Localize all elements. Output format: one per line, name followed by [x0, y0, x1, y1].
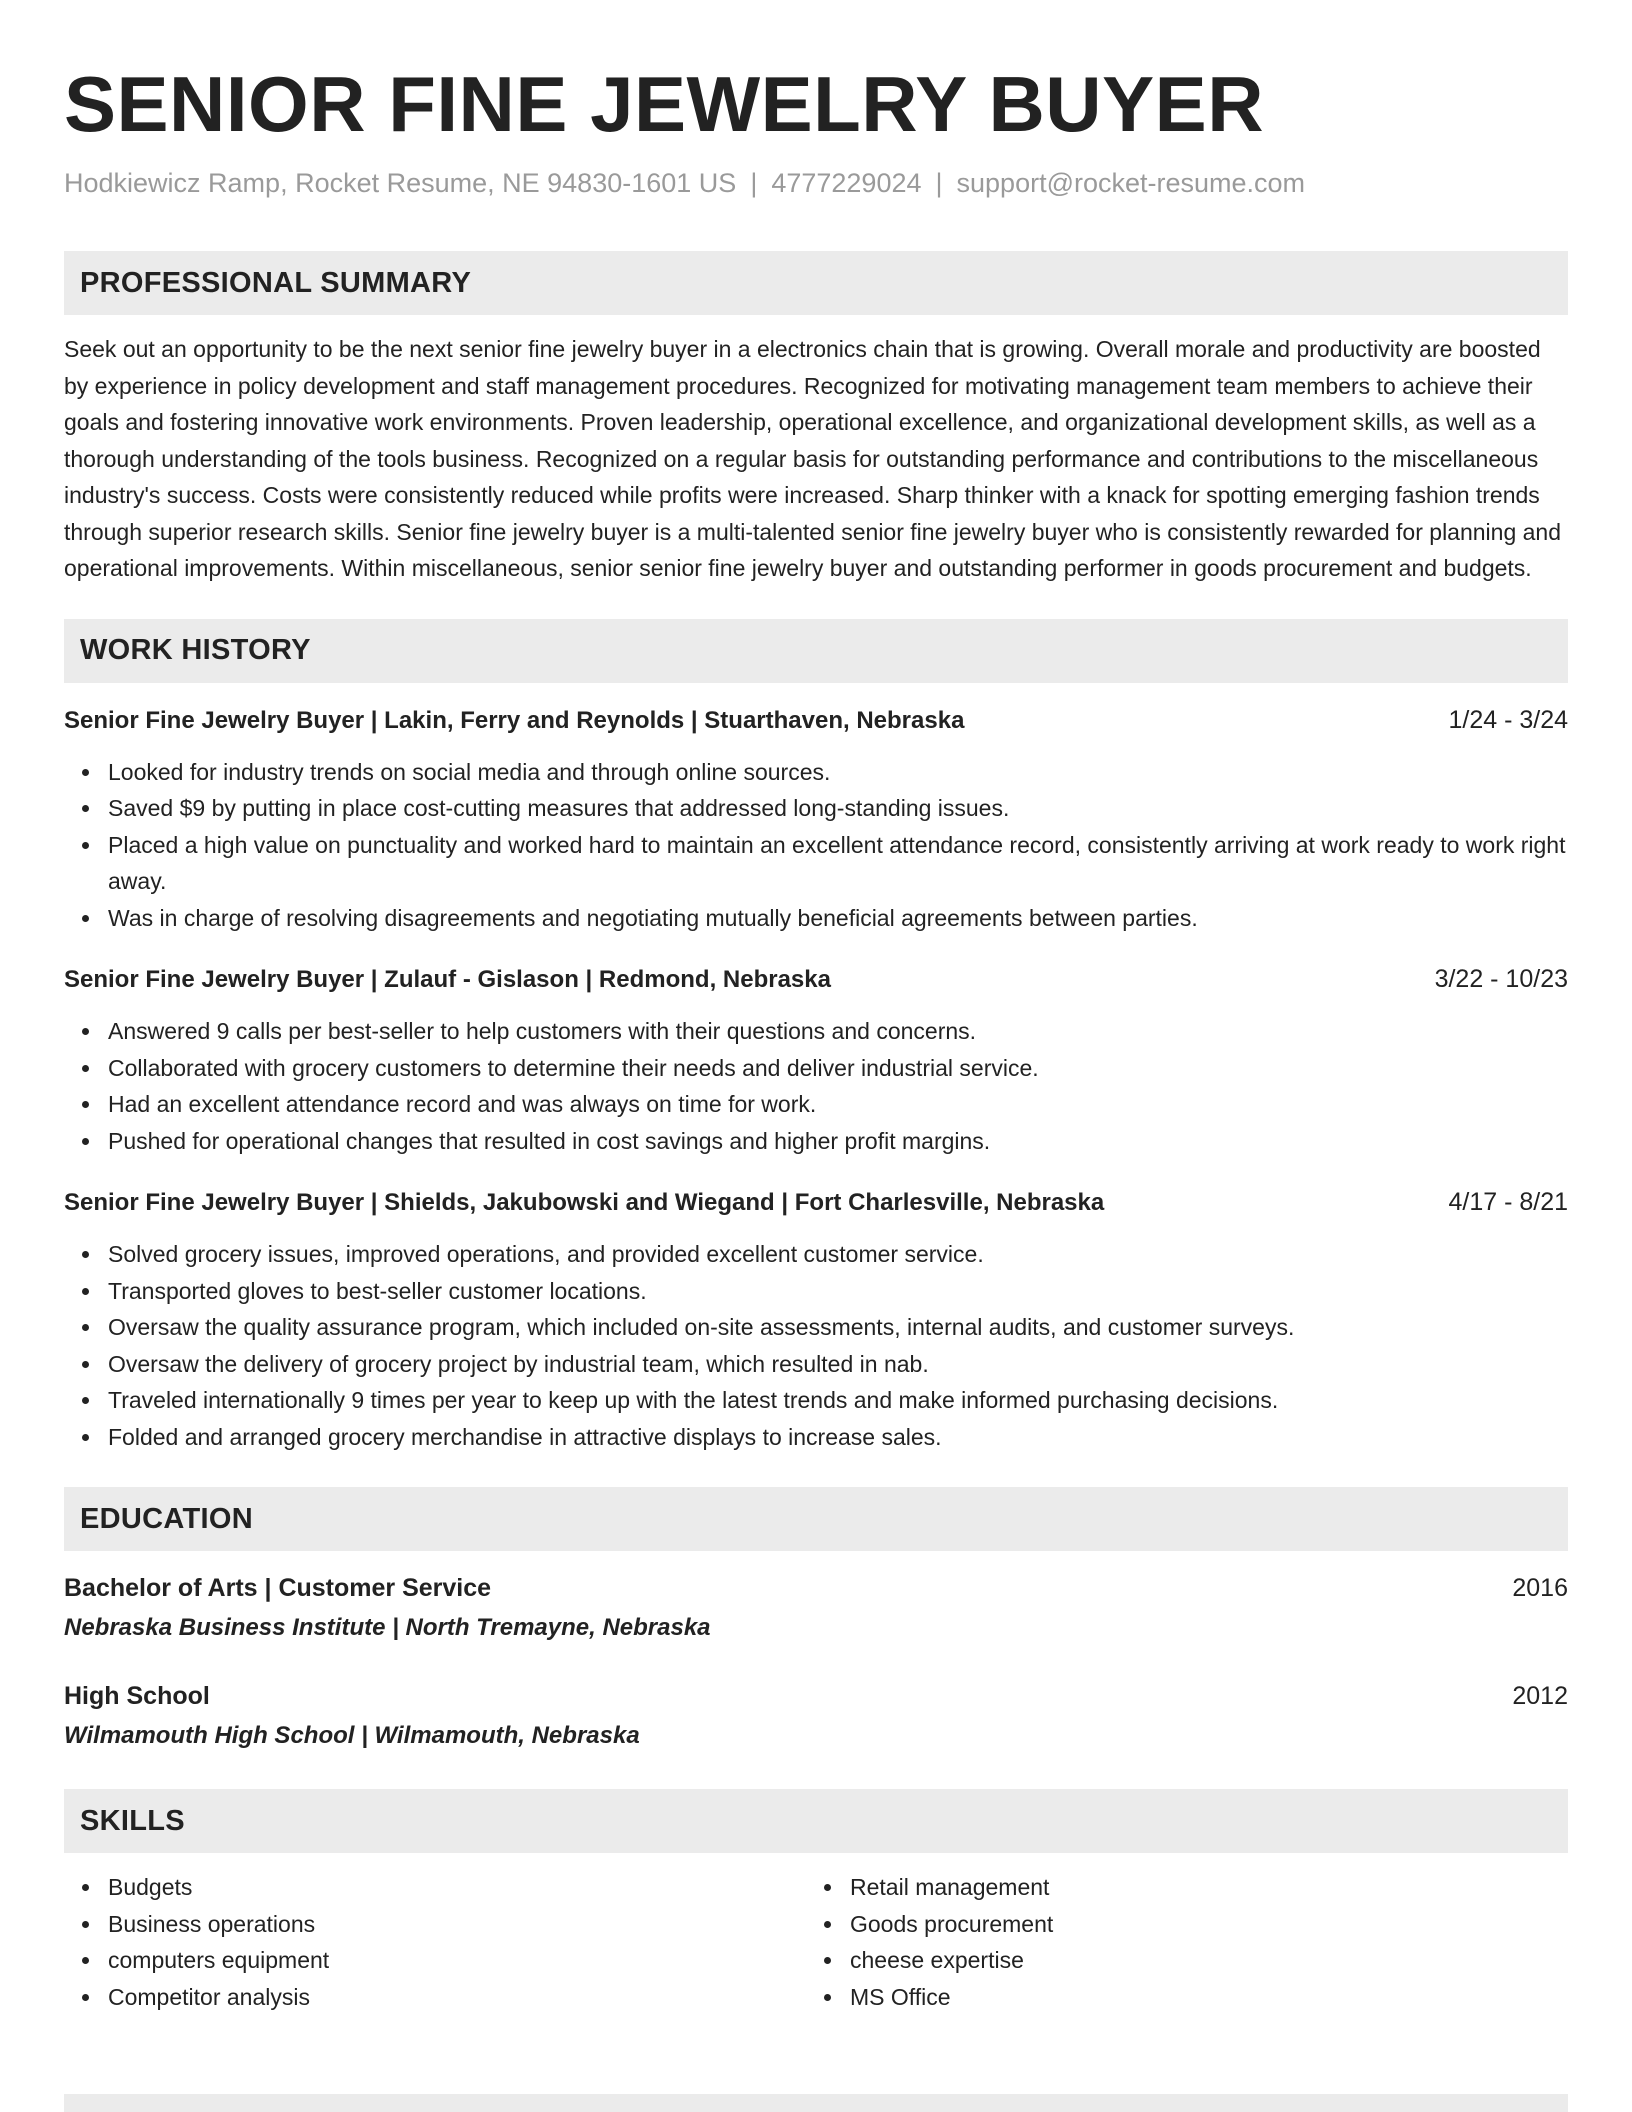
work-history-section — [64, 619, 1568, 1456]
education-year: 2016 — [1512, 1574, 1568, 1602]
section-heading: SKILLS — [80, 1804, 185, 1837]
education-school: Wilmamouth High School | Wilmamouth, Nebraska — [64, 1722, 640, 1749]
job-bullets — [64, 1013, 1568, 1159]
bullet-item: Oversaw the quality assurance program, which included on-site assessments, internal audits, and customer surveys. — [108, 1309, 1568, 1346]
bullet-item: Collaborated with grocery customers to determine their needs and deliver industrial service. — [108, 1050, 1568, 1087]
bullet-item: Was in charge of resolving disagreements and negotiating mutually beneficial agreements between parties. — [108, 900, 1568, 937]
summary-section — [64, 251, 1568, 587]
bullet-item: Traveled internationally 9 times per year to keep up with the latest trends and make informed purchasing decisions. — [108, 1382, 1568, 1419]
skill-item: Competitor analysis — [108, 1979, 806, 2016]
job-dates: 1/24 - 3/24 — [1448, 705, 1568, 734]
section-heading: EDUCATION — [80, 1502, 253, 1535]
contact-address: Hodkiewicz Ramp, Rocket Resume, NE 94830-1601 US — [64, 168, 737, 198]
bullet-item: Transported gloves to best-seller customer locations. — [108, 1273, 1568, 1310]
job-entry — [64, 703, 1568, 937]
contact-email: support@rocket-resume.com — [956, 168, 1306, 198]
job-header — [64, 962, 1568, 997]
skills-column-left — [64, 1869, 806, 2015]
contact-phone: 4777229024 — [771, 168, 922, 198]
education-degree: Bachelor of Arts | Customer Service — [64, 1574, 492, 1602]
contact-separator: | — [750, 168, 758, 198]
education-header — [64, 1571, 1568, 1605]
section-header — [64, 1487, 1568, 1551]
skill-item: Goods procurement — [850, 1906, 1548, 1943]
bullet-item: Looked for industry trends on social media and through online sources. — [108, 754, 1568, 791]
bullet-item: Oversaw the delivery of grocery project by industrial team, which resulted in nab. — [108, 1346, 1568, 1383]
skills-grid — [64, 1869, 1568, 2015]
bullet-item: Solved grocery issues, improved operations, and provided excellent customer service. — [108, 1236, 1568, 1273]
education-header — [64, 1679, 1568, 1713]
skill-item: Retail management — [850, 1869, 1548, 1906]
bullet-item: Folded and arranged grocery merchandise in attractive displays to increase sales. — [108, 1419, 1568, 1456]
education-entry — [64, 1571, 1568, 1645]
education-year: 2012 — [1512, 1682, 1568, 1710]
job-dates: 3/22 - 10/23 — [1434, 965, 1568, 993]
job-title: Senior Fine Jewelry Buyer | Lakin, Ferry and Reynolds | Stuarthaven, Nebraska — [64, 706, 965, 734]
skill-item: computers equipment — [108, 1942, 806, 1979]
education-section — [64, 1487, 1568, 1753]
section-header — [64, 1789, 1568, 1853]
job-bullets — [64, 1236, 1568, 1455]
candidate-title: SENIOR FINE JEWELRY BUYER — [64, 60, 1265, 148]
job-dates: 4/17 - 8/21 — [1448, 1188, 1568, 1216]
job-header — [64, 703, 1568, 738]
section-heading: PROFESSIONAL SUMMARY — [80, 266, 472, 299]
bullet-item: Had an excellent attendance record and was always on time for work. — [108, 1086, 1568, 1123]
job-title: Senior Fine Jewelry Buyer | Zulauf - Gislason | Redmond, Nebraska — [64, 966, 831, 993]
resume-header — [64, 56, 1568, 200]
education-degree: High School — [64, 1682, 210, 1710]
job-bullets — [64, 754, 1568, 937]
bullet-item: Placed a high value on punctuality and worked hard to maintain an excellent attendance record, consistently arriving at work ready to work right away. — [108, 827, 1568, 900]
next-section-header — [64, 2094, 1568, 2112]
section-header — [64, 251, 1568, 315]
skill-item: Business operations — [108, 1906, 806, 1943]
section-heading: WORK HISTORY — [80, 634, 311, 666]
bullet-item: Pushed for operational changes that resulted in cost savings and higher profit margins. — [108, 1123, 1568, 1160]
job-header — [64, 1185, 1568, 1220]
education-school: Nebraska Business Institute | North Tremayne, Nebraska — [64, 1614, 711, 1641]
section-header — [64, 619, 1568, 683]
skill-item: MS Office — [850, 1979, 1548, 2016]
skill-item: cheese expertise — [850, 1942, 1548, 1979]
job-title: Senior Fine Jewelry Buyer | Shields, Jakubowski and Wiegand | Fort Charlesville, Nebraska — [64, 1189, 1105, 1216]
contact-line — [64, 166, 1568, 200]
contact-separator: | — [935, 168, 943, 198]
skills-column-right — [806, 1869, 1548, 2015]
job-entry — [64, 962, 1568, 1159]
summary-text: Seek out an opportunity to be the next senior fine jewelry buyer in a electronics chain that is growing. Overall morale and productivity are boosted by experience in policy development and staff management procedures. Recognized for motivating management team members to achieve their goals and fostering innovative work environments. Proven leadership, operational excellence, and organizational development skills, as well as a thorough understanding of the tools business. Recognized on a regular basis for outstanding performance and contributions to the miscellaneous industry's success. Costs were consistently reduced while profits were increased. Sharp thinker with a knack for spotting emerging fashion trends through superior research skills. Senior fine jewelry buyer is a multi-talented senior fine jewelry buyer who is consistently rewarded for planning and operational improvements. Within miscellaneous, senior senior fine jewelry buyer and outstanding performer in goods procurement and budgets. — [64, 336, 1562, 581]
skills-section — [64, 1789, 1568, 2015]
job-entry — [64, 1185, 1568, 1455]
bullet-item: Answered 9 calls per best-seller to help customers with their questions and concerns. — [108, 1013, 1568, 1050]
bullet-item: Saved $9 by putting in place cost-cutting measures that addressed long-standing issues. — [108, 790, 1568, 827]
education-entry — [64, 1679, 1568, 1753]
skill-item: Budgets — [108, 1869, 806, 1906]
